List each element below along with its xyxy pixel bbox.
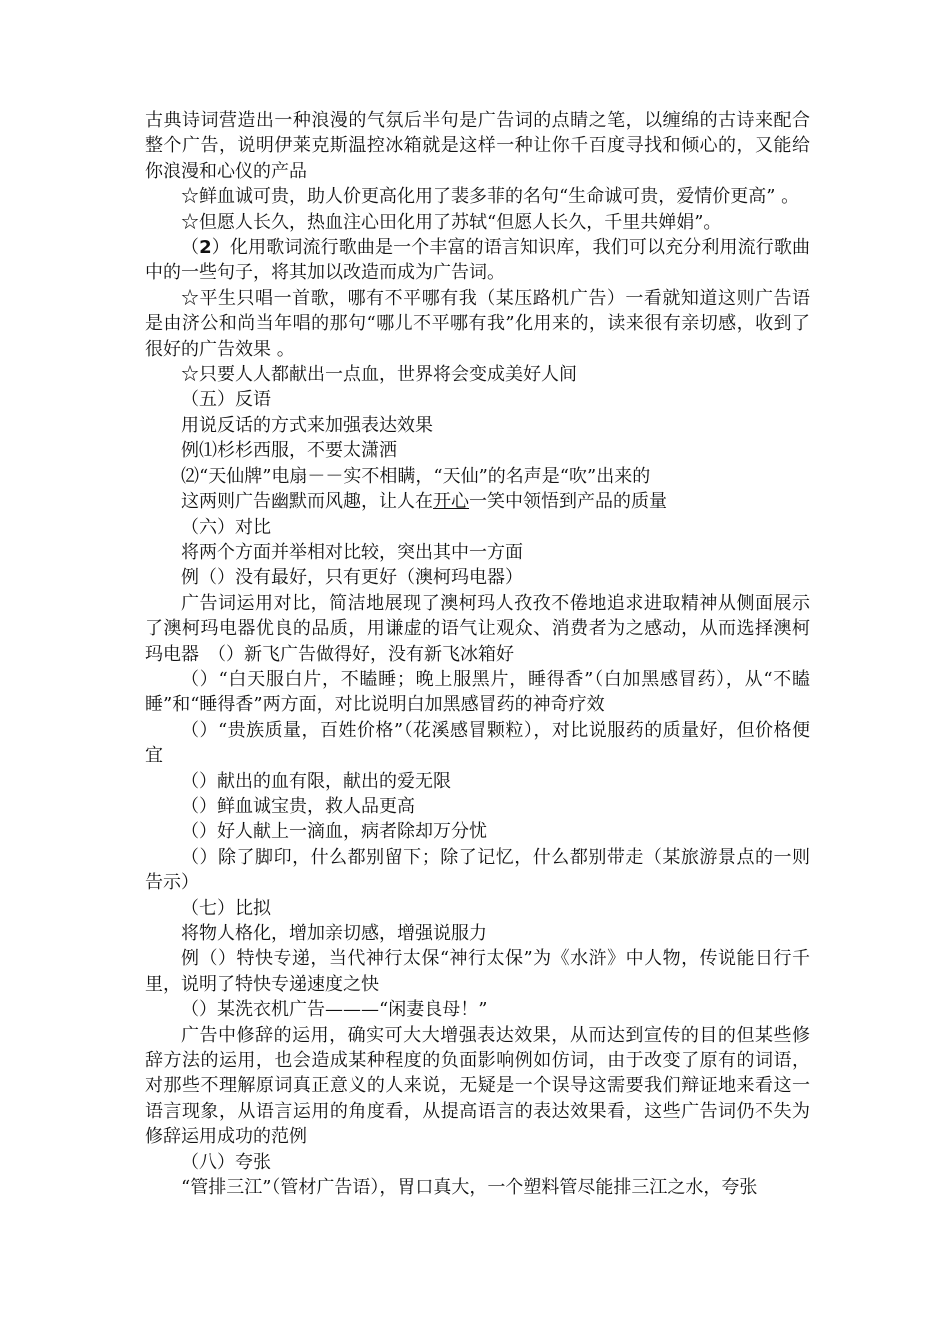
paragraph: （）“白天服白片，不瞌睡；晚上服黑片，睡得香”（白加黑感冒药），从“不瞌睡”和“睡得香”两方面，对比说明白加黑感冒药的神奇疗效: [145, 668, 810, 716]
paragraph: （）好人献上一滴血，病者除却万分忧: [181, 821, 487, 843]
underlined-text: 开心: [433, 491, 469, 513]
paragraph: “管排三江”（管材广告语），胃口真大，一个塑料管尽能排三江之水，夸张: [181, 1177, 758, 1199]
paragraph: 古典诗词营造出一种浪漫的气氛后半句是广告词的点睛之笔，以缠绵的古诗来配合整个广告，说明伊莱克斯温控冰箱就是这样一种让你千百度寻找和倾心的，又能给你浪漫和心仪的产品: [145, 110, 810, 182]
paragraph: 例（）没有最好，只有更好（澳柯玛电器）: [181, 567, 523, 589]
paragraph: （）某洗衣机广告———“闲妻良母！”: [181, 999, 488, 1021]
section-heading: （五）反语: [181, 389, 271, 411]
paragraph: （）献出的血有限，献出的爱无限: [181, 770, 451, 792]
paragraph: 将两个方面并举相对比较，突出其中一方面: [181, 541, 523, 563]
paragraph: 广告词运用对比，简洁地展现了澳柯玛人孜孜不倦地追求进取精神从侧面展示了澳柯玛电器优良的品质，用谦虚的语气让观众、消费者为之感动，从而选择澳柯玛电器 （）新飞广告做得好，没有新飞冰箱好: [145, 592, 810, 665]
section-heading: （八）夸张: [181, 1151, 271, 1173]
paragraph: ☆只要人人都献出一点血，世界将会变成美好人间: [181, 364, 577, 386]
paragraph: 用说反话的方式来加强表达效果: [181, 414, 433, 436]
paragraph: （）鲜血诚宝贵，救人品更高: [181, 795, 415, 817]
section-heading: （七）比拟: [181, 897, 271, 919]
paragraph: ☆平生只唱一首歌，哪有不平哪有我（某压路机广告）一看就知道这则广告语是由济公和尚当年唱的那句“哪儿不平哪有我”化用来的，读来很有亲切感，收到了很好的广告效果 。: [145, 287, 810, 360]
paragraph-prefix: 这两则广告幽默而风趣，让人在: [181, 491, 433, 513]
paragraph: ⑵“天仙牌”电扇－－实不相瞒，“天仙”的名声是“吹”出来的: [181, 465, 651, 487]
section-heading: （六）对比: [181, 516, 271, 538]
list-number: 2: [199, 237, 212, 259]
paragraph: 将物人格化，增加亲切感，增强说服力: [181, 923, 487, 944]
paragraph: [145, 235, 810, 286]
paragraph-prefix: （: [181, 237, 200, 259]
paragraph-text: 一笑中领悟到产品的质量: [469, 491, 667, 513]
paragraph: ☆鲜血诚可贵，助人价更高化用了裴多菲的名句“生命诚可贵，爱情价更高” 。: [181, 186, 800, 208]
paragraph-text: ）化用歌词流行歌曲是一个丰富的语言知识库，我们可以充分利用流行歌曲中的一些句子，将其加以改造而成为广告词。: [145, 237, 811, 284]
paragraph: （）除了脚印，什么都别留下；除了记忆，什么都别带走（某旅游景点的一则告示）: [145, 846, 810, 894]
paragraph: 例⑴杉杉西服，不要太潇洒: [181, 440, 397, 462]
paragraph: [145, 489, 810, 514]
paragraph: ☆但愿人长久，热血注心田化用了苏轼“但愿人长久，千里共婵娟”。: [181, 211, 722, 233]
paragraph: 例（）特快专递，当代神行太保“神行太保”为《水浒》中人物，传说能日行千里，说明了特快专递速度之快: [145, 948, 810, 995]
paragraph: （）“贵族质量，百姓价格”（花溪感冒颗粒），对比说服药的质量好，但价格便宜: [145, 719, 810, 767]
paragraph: 广告中修辞的运用，确实可大大增强表达效果，从而达到宣传的目的但某些修辞方法的运用，也会造成某种程度的负面影响例如仿词，由于改变了原有的词语，对那些不理解原词真正意义的人来说，无疑是一个误导这需要我们辩证地来看这一语言现象，从语言运用的角度看，从提高语言的表达效果看，这些广告词仍不失为修辞运用成功的范例: [145, 1024, 810, 1148]
